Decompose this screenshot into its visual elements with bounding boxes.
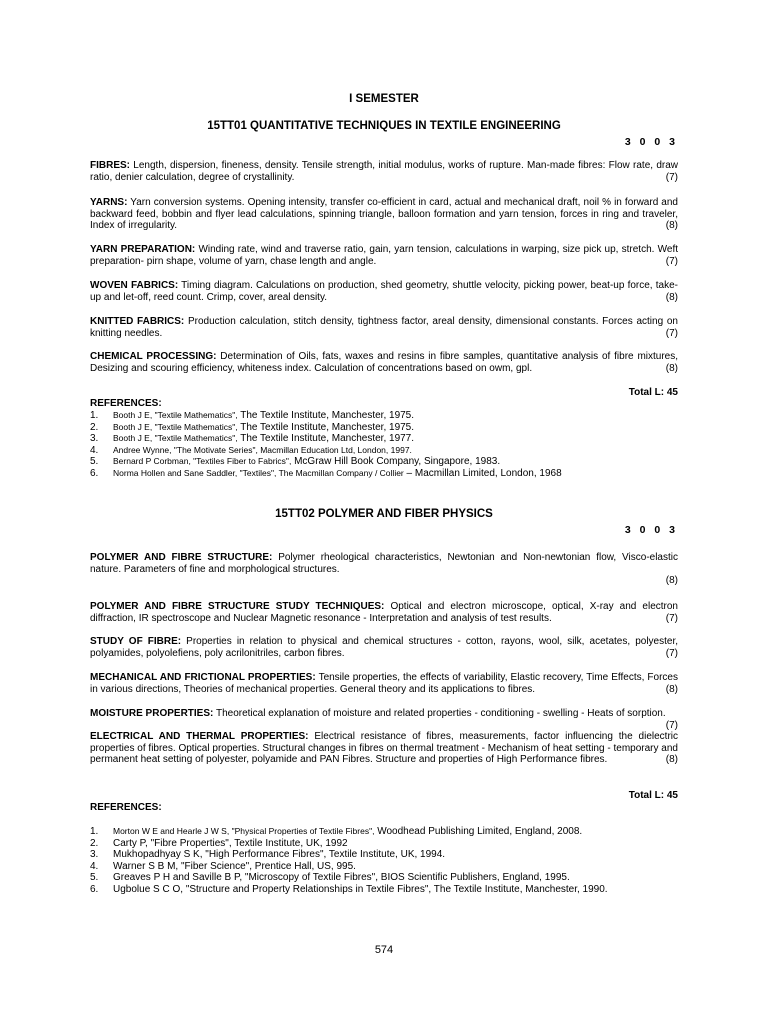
course2-unit-moisture-properties <box>90 708 678 731</box>
reference-item: 4. Andree Wynne, "The Motivate Series", Macmillan Education Ltd, London, 1997. <box>90 444 412 456</box>
unit-text: Timing diagram. Calculations on production, shed geometry, shuttle velocity, picking power, beat-up force, take-up and let-off, reed count. Crimp, cover, areal density. <box>90 280 678 303</box>
course1-unit-yarn-preparation <box>90 244 678 267</box>
course1-unit-chemical-processing <box>90 351 678 374</box>
unit-hours: (7) <box>665 647 678 659</box>
unit-hours: (7) <box>665 327 678 339</box>
course1-unit-yarns <box>90 197 678 232</box>
reference-item: 2. Booth J E, "Textile Mathematics", The Textile Institute, Manchester, 1975. <box>90 421 415 433</box>
unit-hours: (8) <box>665 362 678 374</box>
unit-hours: (8) <box>665 291 678 303</box>
unit-text: Winding rate, wind and traverse ratio, gain, yarn tension, calculations in warping, size pick up, stretch. Weft preparation- pirn shape, volume of yarn, chase length and angle. <box>90 244 678 267</box>
course2-title: 15TT02 POLYMER AND FIBER PHYSICS <box>275 508 493 520</box>
course1-total-hours: Total L: 45 <box>628 387 678 398</box>
unit-hours: (8) <box>665 754 678 765</box>
course1-credits: 3 0 0 3 <box>624 136 678 148</box>
unit-text: Yarn conversion systems. Opening intensity, transfer co-efficient in card, actual and mechanical draft, noil % in forward and backward feed, bobbin and flyer lead calculations, spinning triangle, balloon formation and yarn tension, forces in ring and traveler, Index of irregularity. <box>90 197 678 231</box>
course1-unit-fibres <box>90 160 678 183</box>
unit-text: Tensile properties, the effects of variability, Elastic recovery, Time Effects, Forces in various directions, Theories of mechanical properties. General theory and its applications to fibres. <box>90 672 678 695</box>
course1-unit-woven-fabrics <box>90 280 678 303</box>
course1-references-heading: REFERENCES: <box>90 398 162 409</box>
unit-hours: (8) <box>665 575 678 586</box>
course2-unit-electrical-thermal <box>90 731 678 766</box>
reference-item: 3. Mukhopadhyay S K, "High Performance Fibres", Textile Institute, UK, 1994. <box>90 849 446 860</box>
unit-text: Properties in relation to physical and chemical structures - cotton, rayons, wool, silk, acetates, polyester, polyamides, polyolefiens, poly acrilonitriles, carbon fibres. <box>90 636 678 659</box>
unit-hours: (8) <box>665 683 678 695</box>
unit-heading: WOVEN FABRICS: <box>90 280 179 291</box>
course2-credits: 3 0 0 3 <box>624 524 678 536</box>
unit-heading: ELECTRICAL AND THERMAL PROPERTIES: <box>90 731 309 742</box>
reference-item: 2. Carty P, "Fibre Properties", Textile Institute, UK, 1992 <box>90 837 348 849</box>
reference-item: 6. Norma Hollen and Sane Saddler, "Textiles", The Macmillan Company / Collier – Macmillan Limited, London, 1968 <box>90 467 562 479</box>
page-number: 574 <box>374 944 394 956</box>
semester-heading: I SEMESTER <box>349 93 419 105</box>
reference-item: 1. Morton W E and Hearle J W S, "Physical Properties of Textile Fibres", Woodhead Publishing Limited, England, 2008. <box>90 826 583 837</box>
unit-text: Electrical resistance of fibres, measurements, factor influencing the dielectric properties of fibres. Optical properties. Structural changes in fibres on thermal treatment - Mechanism of heat setting - temporary and permanent heat setting of polyester, polyamide and PAN Fibres. Structure and properties of High Performance fibres. <box>90 731 678 765</box>
unit-heading: YARNS: <box>90 197 128 208</box>
reference-item: 4. Warner S B M, "Fiber Science", Prentice Hall, US, 995. <box>90 860 356 872</box>
unit-hours: (7) <box>665 255 678 267</box>
unit-text: Determination of Oils, fats, waxes and resins in fibre samples, quantitative analysis of fibre mixtures, Desizing and scouring efficiency, whiteness index. Calculation of concentrations based on owm, gpl. <box>90 351 679 374</box>
course2-unit-mechanical-frictional <box>90 672 678 695</box>
unit-text: Length, dispersion, fineness, density. Tensile strength, initial modulus, works of rupture. Man-made fibres: Flow rate, draw ratio, denier calculation, degree of crystallinity. <box>90 160 679 183</box>
unit-hours: (7) <box>665 612 678 624</box>
reference-item: 5. Bernard P Corbman, "Textiles Fiber to Fabrics", McGraw Hill Book Company, Singapore, 1983. <box>90 456 501 467</box>
unit-heading: YARN PREPARATION: <box>90 244 196 255</box>
course2-total-hours: Total L: 45 <box>628 790 678 801</box>
course2-reference-list <box>90 826 678 895</box>
course2-unit-study-techniques <box>90 601 678 624</box>
unit-heading: CHEMICAL PROCESSING: <box>90 351 217 362</box>
reference-item: 6. Ugbolue S C O, "Structure and Property Relationships in Textile Fibres", The Textile Institute, Manchester, 1990. <box>90 883 608 895</box>
reference-item: 1. Booth J E, "Textile Mathematics", The Textile Institute, Manchester, 1975. <box>90 410 415 421</box>
course2-references-heading: REFERENCES: <box>90 802 162 813</box>
unit-hours: (7) <box>665 719 678 731</box>
unit-text: Theoretical explanation of moisture and related properties - conditioning - swelling - Heats of sorption. <box>215 708 666 719</box>
unit-heading: POLYMER AND FIBRE STRUCTURE: <box>90 552 273 563</box>
unit-hours: (8) <box>665 220 678 231</box>
course1-title: 15TT01 QUANTITATIVE TECHNIQUES IN TEXTILE ENGINEERING <box>207 120 561 132</box>
reference-item: 3. Booth J E, "Textile Mathematics", The Textile Institute, Manchester, 1977. <box>90 433 415 444</box>
unit-text: Polymer rheological characteristics, Newtonian and Non-newtonian flow, Visco-elastic nature. Parameters of fine and morphological structures. <box>90 552 678 575</box>
reference-item: 5. Greaves P H and Saville B P, "Microscopy of Textile Fibres", BIOS Scientific Publishers, England, 1995. <box>90 872 570 883</box>
course2-unit-polymer-fibre-structure <box>90 552 678 587</box>
unit-heading: POLYMER AND FIBRE STRUCTURE STUDY TECHNIQUES: <box>90 601 385 612</box>
unit-heading: FIBRES: <box>90 160 130 171</box>
course1-unit-knitted-fabrics <box>90 316 678 339</box>
unit-heading: KNITTED FABRICS: <box>90 316 185 327</box>
unit-heading: MOISTURE PROPERTIES: <box>90 708 214 719</box>
unit-hours: (7) <box>665 171 678 183</box>
unit-heading: STUDY OF FIBRE: <box>90 636 182 647</box>
unit-text: Production calculation, stitch density, tightness factor, areal density, dimensional constants. Forces acting on knitting needles. <box>90 316 678 339</box>
course2-unit-study-of-fibre <box>90 636 678 659</box>
unit-heading: MECHANICAL AND FRICTIONAL PROPERTIES: <box>90 672 316 683</box>
unit-text: Optical and electron microscope, optical, X-ray and electron diffraction, IR spectroscope and Nuclear Magnetic resonance - Interpretation and analysis of test results. <box>90 601 678 624</box>
course1-reference-list <box>90 410 678 479</box>
